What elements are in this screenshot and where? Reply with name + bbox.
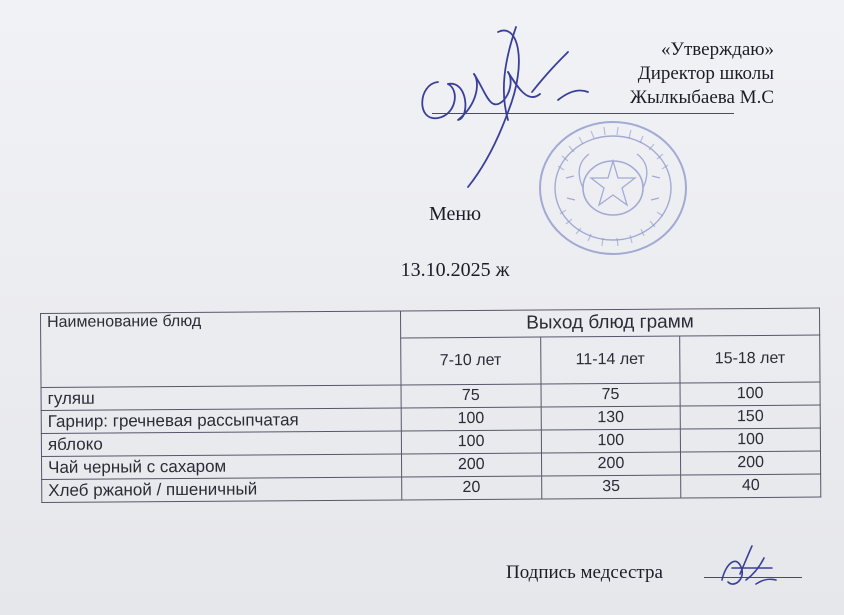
menu-table bbox=[40, 308, 821, 503]
portion-value: 100 bbox=[401, 430, 541, 454]
document-date: 13.10.2025 ж bbox=[400, 259, 510, 281]
approval-name: Жылкыбаева М.С bbox=[629, 87, 774, 108]
document-title: Меню bbox=[428, 203, 482, 225]
portion-value: 200 bbox=[541, 452, 681, 476]
dish-name: Хлеб ржаной / пшеничный bbox=[42, 477, 402, 503]
approval-title: «Утверждаю» bbox=[661, 39, 774, 60]
portion-value: 130 bbox=[541, 406, 681, 430]
portion-value: 75 bbox=[541, 383, 681, 407]
portion-value: 75 bbox=[401, 384, 541, 408]
nurse-signature bbox=[712, 540, 802, 600]
nurse-signature-label: Подпись медсестра bbox=[506, 562, 663, 583]
approval-position: Директор школы bbox=[637, 63, 774, 84]
director-signature bbox=[408, 22, 598, 197]
portion-value: 100 bbox=[681, 428, 821, 452]
age-group-11-14: 11-14 лет bbox=[540, 336, 680, 384]
age-group-7-10: 7-10 лет bbox=[401, 337, 541, 385]
dish-name: гуляш bbox=[41, 385, 401, 411]
portion-value: 150 bbox=[680, 405, 820, 429]
portion-value: 200 bbox=[681, 451, 821, 475]
portion-value: 100 bbox=[401, 407, 541, 431]
portion-value: 40 bbox=[681, 474, 821, 498]
portion-value: 20 bbox=[401, 476, 541, 500]
approval-block bbox=[574, 38, 774, 110]
portion-weight-header: Выход блюд грамм bbox=[400, 308, 819, 338]
dish-name: Чай черный с сахаром bbox=[42, 454, 402, 480]
portion-value: 100 bbox=[541, 429, 681, 453]
portion-value: 35 bbox=[541, 475, 681, 499]
dish-name-header: Наименование блюд bbox=[41, 311, 401, 388]
table-row bbox=[42, 474, 821, 502]
portion-value: 200 bbox=[401, 453, 541, 477]
portion-value: 100 bbox=[680, 382, 820, 406]
age-group-15-18: 15-18 лет bbox=[680, 335, 820, 383]
dish-name: Гарнир: гречневая рассыпчатая bbox=[41, 408, 401, 434]
dish-name: яблоко bbox=[41, 431, 401, 457]
